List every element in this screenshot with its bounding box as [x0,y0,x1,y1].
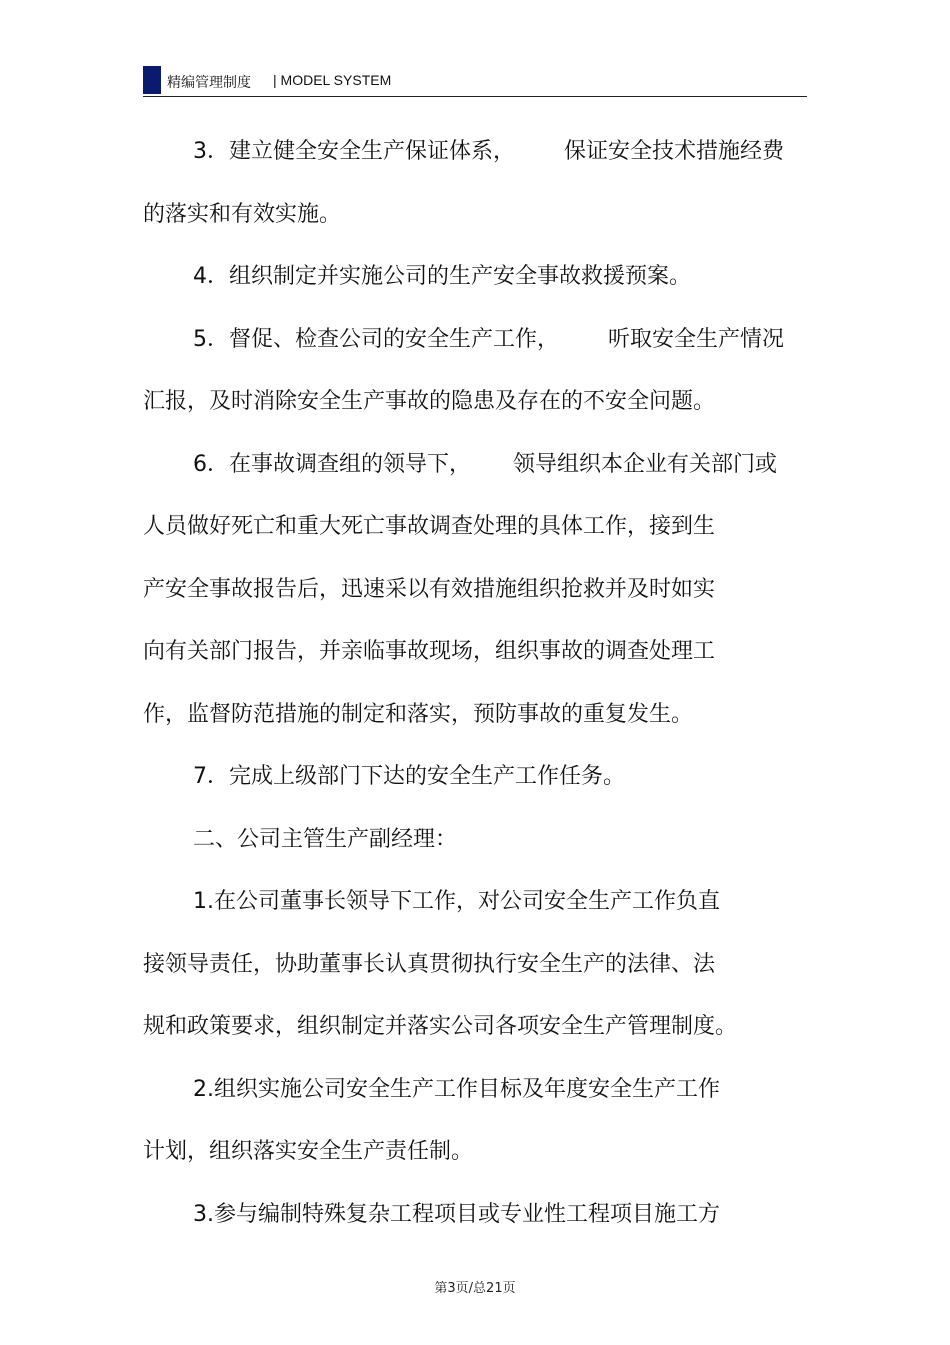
text-line: 1.在公司董事长领导下工作，对公司安全生产工作负直 [193,889,720,914]
page-number: 第3页/总21页 [434,1281,516,1296]
text-line: 6．在事故调查组的领导下， 领导组织本企业有关部门或 [193,452,777,477]
text-line: 人员做好死亡和重大死亡事故调查处理的具体工作，接到生 [143,514,716,539]
text-line: 4．组织制定并实施公司的生产安全事故救援预案。 [193,264,691,289]
header-subtitle: | MODEL SYSTEM [273,72,392,88]
text-line: 5．督促、检查公司的安全生产工作， 听取安全生产情况 [193,327,784,352]
text-line: 2.组织实施公司安全生产工作目标及年度安全生产工作 [193,1077,720,1102]
text-line: 接领导责任，协助董事长认真贯彻执行安全生产的法律、法 [143,952,716,977]
text-line: 规和政策要求，组织制定并落实公司各项安全生产管理制度。 [143,1014,738,1039]
text-line: 7．完成上级部门下达的安全生产工作任务。 [193,764,625,789]
text-line: 向有关部门报告，并亲临事故现场，组织事故的调查处理工 [143,639,716,664]
text-line: 3.参与编制特殊复杂工程项目或专业性工程项目施工方 [193,1202,720,1227]
text-line: 计划，组织落实安全生产责任制。 [143,1139,474,1164]
text-line: 作，监督防范措施的制定和落实，预防事故的重复发生。 [143,702,694,727]
text-line: 3．建立健全安全生产保证体系， 保证安全技术措施经费 [193,139,784,164]
logo-icon [143,66,161,94]
page-header [143,66,807,97]
text-line: 汇报，及时消除安全生产事故的隐患及存在的不安全问题。 [143,389,716,414]
text-line: 的落实和有效实施。 [143,202,342,227]
header-title: 精编管理制度 [167,75,251,91]
text-line: 产安全事故报告后，迅速采以有效措施组织抢救并及时如实 [143,577,716,602]
text-line: 二、公司主管生产副经理： [193,827,458,852]
